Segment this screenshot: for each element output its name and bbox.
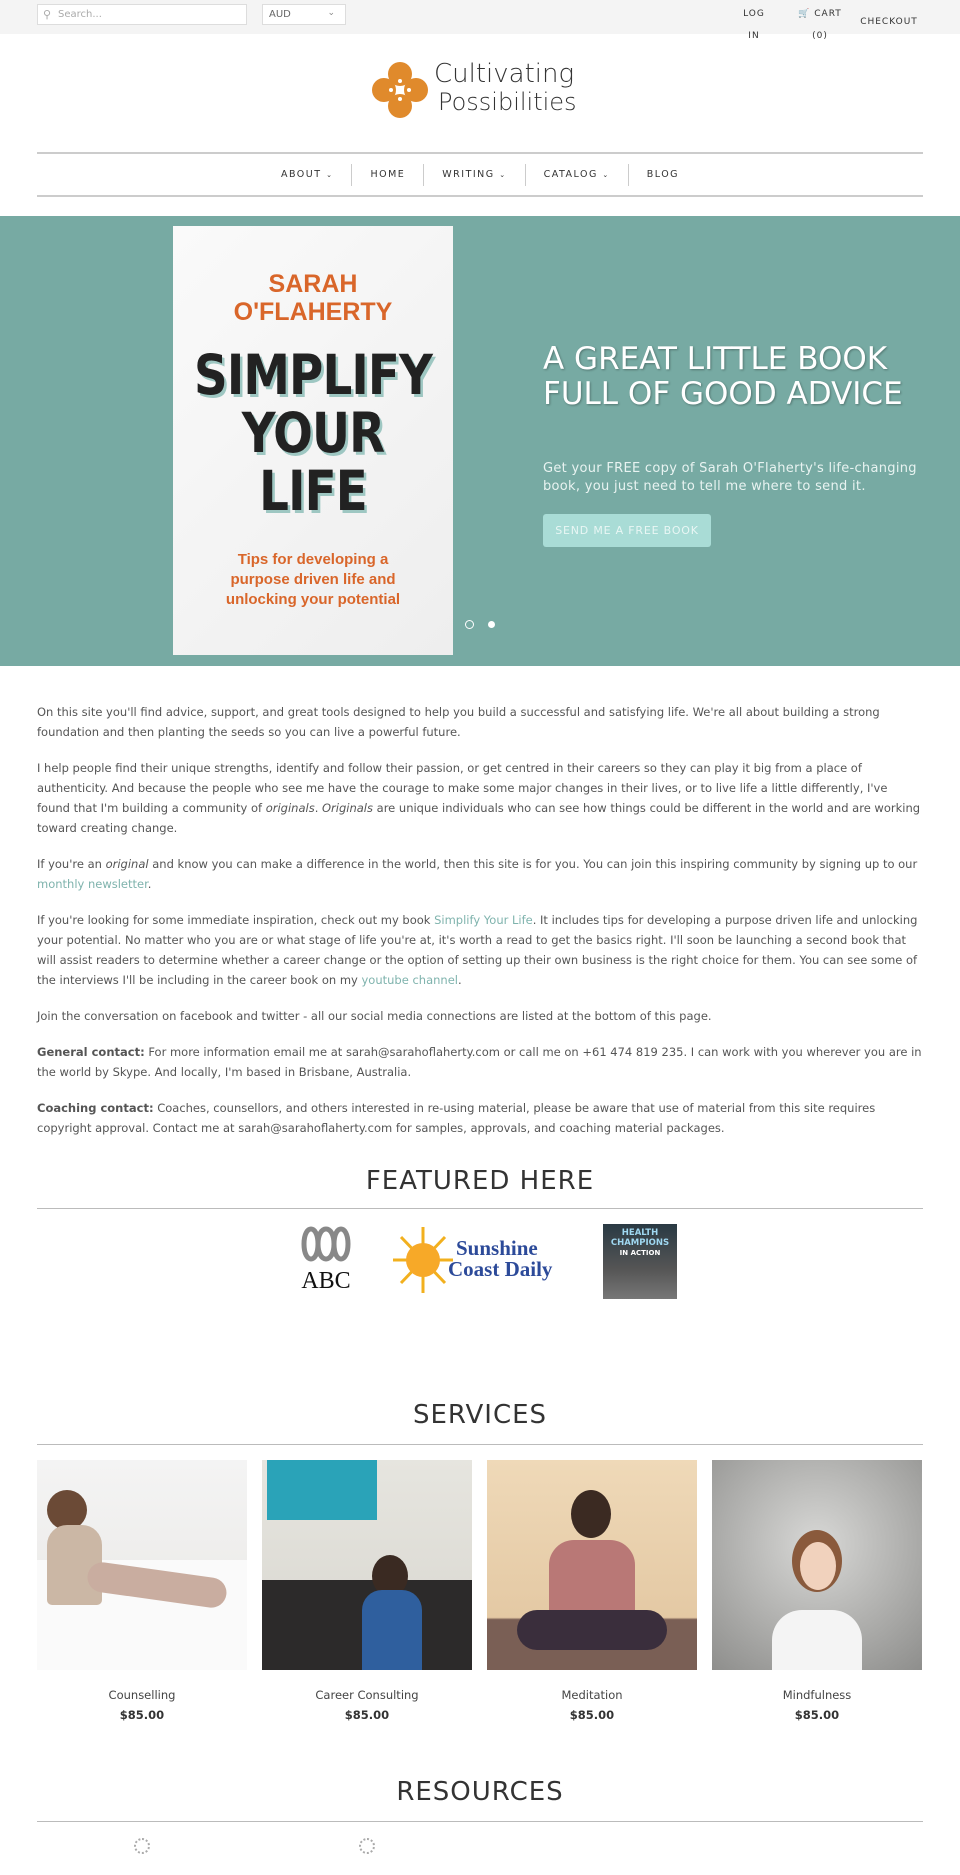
service-card-career-consulting[interactable] — [262, 1460, 472, 1722]
logo-text: HEALTH — [621, 1228, 659, 1238]
abc-text: ABC — [301, 1268, 351, 1294]
intro-content — [37, 702, 923, 1154]
send-free-book-button[interactable]: SEND ME A FREE BOOK — [543, 514, 711, 547]
currency-select[interactable] — [262, 4, 346, 25]
emphasis: originals — [265, 801, 315, 815]
nav-bottom-divider — [37, 195, 923, 197]
label: General contact: — [37, 1045, 145, 1059]
service-card-meditation[interactable] — [487, 1460, 697, 1722]
book-subtitle: Tips for developing a purpose driven life and unlocking your potential — [225, 551, 401, 608]
chevron-down-icon: ⌄ — [326, 171, 334, 179]
hero-title: A GREAT LITTLE BOOK FULL OF GOOD ADVICE — [543, 341, 903, 412]
paragraph — [37, 1098, 923, 1138]
book-title-line: LIFE — [259, 459, 367, 523]
chevron-down-icon: ⌄ — [327, 8, 335, 18]
paragraph: On this site you'll find advice, support, and great tools designed to help you build a successful and satisfying life. We're all about building a strong foundation and then planting the seeds so you can live a powerful future. — [37, 705, 880, 739]
service-price: $85.00 — [794, 1708, 840, 1722]
search-icon: ⚲ — [43, 8, 52, 21]
text: If you're looking for some immediate inspiration, check out my book — [37, 913, 435, 927]
nav-label: BLOG — [646, 169, 680, 180]
book-title-line: SIMPLIFY — [194, 343, 433, 407]
loading-spinner-icon — [359, 1838, 375, 1854]
chevron-down-icon: ⌄ — [602, 171, 610, 179]
logo-line2: Possibilities — [438, 88, 577, 116]
text: If you're an — [37, 857, 106, 871]
nav-top-divider — [37, 152, 923, 154]
logo-flower-icon — [372, 62, 428, 118]
divider — [37, 1208, 923, 1209]
text: I help people find their unique strengths, identify and follow their passion, or get centred in their careers so they can play it big from a place of authenticity. And because the people who see me have the courage to make some major changes in their lives, or to live life a little differently, I've found that I'm building a community of — [37, 761, 888, 815]
emphasis: Originals — [322, 801, 373, 815]
text: are unique individuals who can see how things could be different in the world and are working toward creating change. — [37, 801, 921, 835]
logo-line1: Cultivating — [434, 59, 575, 89]
featured-heading: FEATURED HERE — [365, 1166, 595, 1196]
nav-label: HOME — [370, 169, 406, 180]
nav-label: WRITING — [442, 169, 495, 180]
service-name: Career Consulting — [315, 1688, 419, 1702]
slide-dot-1[interactable] — [465, 620, 474, 629]
resources-heading: RESOURCES — [396, 1777, 564, 1807]
search-input[interactable] — [37, 4, 247, 25]
nav-about[interactable] — [263, 164, 352, 186]
paragraph: If you're an original and know you can make a difference in the world, then this site is for you. You can join this inspiring community by signing up to our monthly newsletter. — [37, 857, 918, 891]
services-heading: SERVICES — [412, 1400, 548, 1430]
book-cover-image[interactable] — [173, 226, 453, 655]
loading-spinner-icon — [134, 1838, 150, 1854]
currency-value: AUD — [269, 9, 291, 20]
service-image[interactable] — [262, 1460, 472, 1670]
youtube-channel-link[interactable]: youtube channel — [361, 973, 458, 987]
nav-catalog[interactable] — [525, 164, 628, 186]
site-logo[interactable] — [372, 58, 582, 120]
logo-text: CHAMPIONS — [610, 1238, 670, 1248]
cart-label: CART — [814, 9, 842, 19]
service-name: Meditation — [561, 1688, 623, 1702]
paragraph: Join the conversation on facebook and twitter - all our social media connections are listed at the bottom of this page. — [37, 1009, 712, 1023]
text: For more information email me at sarah@sarahoflaherty.com or call me on +61 474 819 235. I can work with you wherever you are in the world by Skype. And locally, I'm based in Brisbane, Australia. — [37, 1045, 922, 1079]
main-nav — [37, 160, 923, 190]
logo-text: Sunshine — [456, 1236, 538, 1260]
nav-label: CATALOG — [543, 169, 598, 180]
divider — [37, 1821, 923, 1822]
paragraph: If you're looking for some immediate inspiration, check out my book Simplify Your Life. It includes tips for developing a purpose driven life and unlocking your potential. No matter who you are or what stage of life you're at, it's worth a read to get the basics right. I'll soon be launching a second book that will assist readers to determine whether a career change or the option of setting up their own business is the right choice for them. You can see some of the interviews I'll be including in the career book on my youtube channel. — [37, 913, 918, 987]
sun-icon — [393, 1225, 453, 1295]
hero-slider — [0, 216, 960, 666]
logo-text: Coast Daily — [448, 1257, 553, 1281]
abc-logo — [296, 1224, 356, 1296]
nav-writing[interactable] — [423, 164, 524, 186]
health-champions-logo — [603, 1224, 677, 1299]
paragraph: I help people find their unique strengths, identify and follow their passion, or get centred in their careers so they can play it big from a place of authenticity. And because the people who see me have the courage to make some major changes in their lives, or to live life a little differently, I've found that I'm building a community of originals. Originals are unique individuals who can see how things could be different in the world and are working toward creating change. — [37, 761, 921, 835]
checkout-link[interactable]: CHECKOUT — [860, 17, 918, 27]
newsletter-link[interactable]: monthly newsletter — [37, 877, 148, 891]
book-author: SARAH O'FLAHERTY — [233, 270, 393, 326]
hero-subtitle: Get your FREE copy of Sarah O'Flaherty's life-changing book, you just need to tell me where to send it. — [543, 461, 917, 494]
service-price: $85.00 — [344, 1708, 390, 1722]
service-image[interactable] — [712, 1460, 922, 1670]
nav-blog[interactable] — [628, 164, 697, 186]
service-price: $85.00 — [119, 1708, 165, 1722]
chevron-down-icon: ⌄ — [499, 171, 507, 179]
service-card-counselling[interactable] — [37, 1460, 247, 1722]
book-title-line: YOUR — [241, 401, 385, 465]
cart-link[interactable] — [795, 3, 845, 47]
divider — [37, 1444, 923, 1445]
cart-count: (0) — [812, 31, 828, 41]
text: . It includes tips for developing a purpose driven life and unlocking your potential. No matter who you are or what stage of life you're at, it's worth a read to get the basics right. I'll soon be launching a second book that will assist readers to determine whether a career change or the option of setting up their own business is the right choice for them. You can see some of the interviews I'll be including in the career book on my — [37, 913, 918, 987]
simplify-your-life-link[interactable]: Simplify Your Life — [434, 913, 533, 927]
label: Coaching contact: — [37, 1101, 154, 1115]
sunshine-coast-daily-logo — [393, 1225, 568, 1295]
service-name: Mindfulness — [782, 1688, 852, 1702]
service-card-mindfulness[interactable] — [712, 1460, 922, 1722]
service-image[interactable] — [37, 1460, 247, 1670]
search-placeholder: Search... — [58, 9, 102, 20]
abc-ribbon-icon — [298, 1224, 354, 1264]
cart-icon: 🛒 — [798, 9, 811, 19]
logo-text: IN ACTION — [619, 1249, 661, 1257]
paragraph — [37, 1042, 923, 1082]
nav-home[interactable] — [351, 164, 423, 186]
nav-label: ABOUT — [280, 169, 322, 180]
slide-dot-2[interactable] — [488, 621, 495, 628]
text: Coaches, counsellors, and others interested in re-using material, please be aware that use of material from this site requires copyright approval. Contact me at sarah@sarahoflaherty.com for samples, approvals, and coaching material packages. — [37, 1101, 876, 1135]
service-name: Counselling — [108, 1688, 176, 1702]
service-price: $85.00 — [569, 1708, 615, 1722]
emphasis: original — [105, 857, 149, 871]
text: and know you can make a difference in the world, then this site is for you. You can join this inspiring community by signing up to our — [148, 857, 918, 871]
service-image[interactable] — [487, 1460, 697, 1670]
login-link[interactable]: LOG IN — [743, 9, 765, 41]
